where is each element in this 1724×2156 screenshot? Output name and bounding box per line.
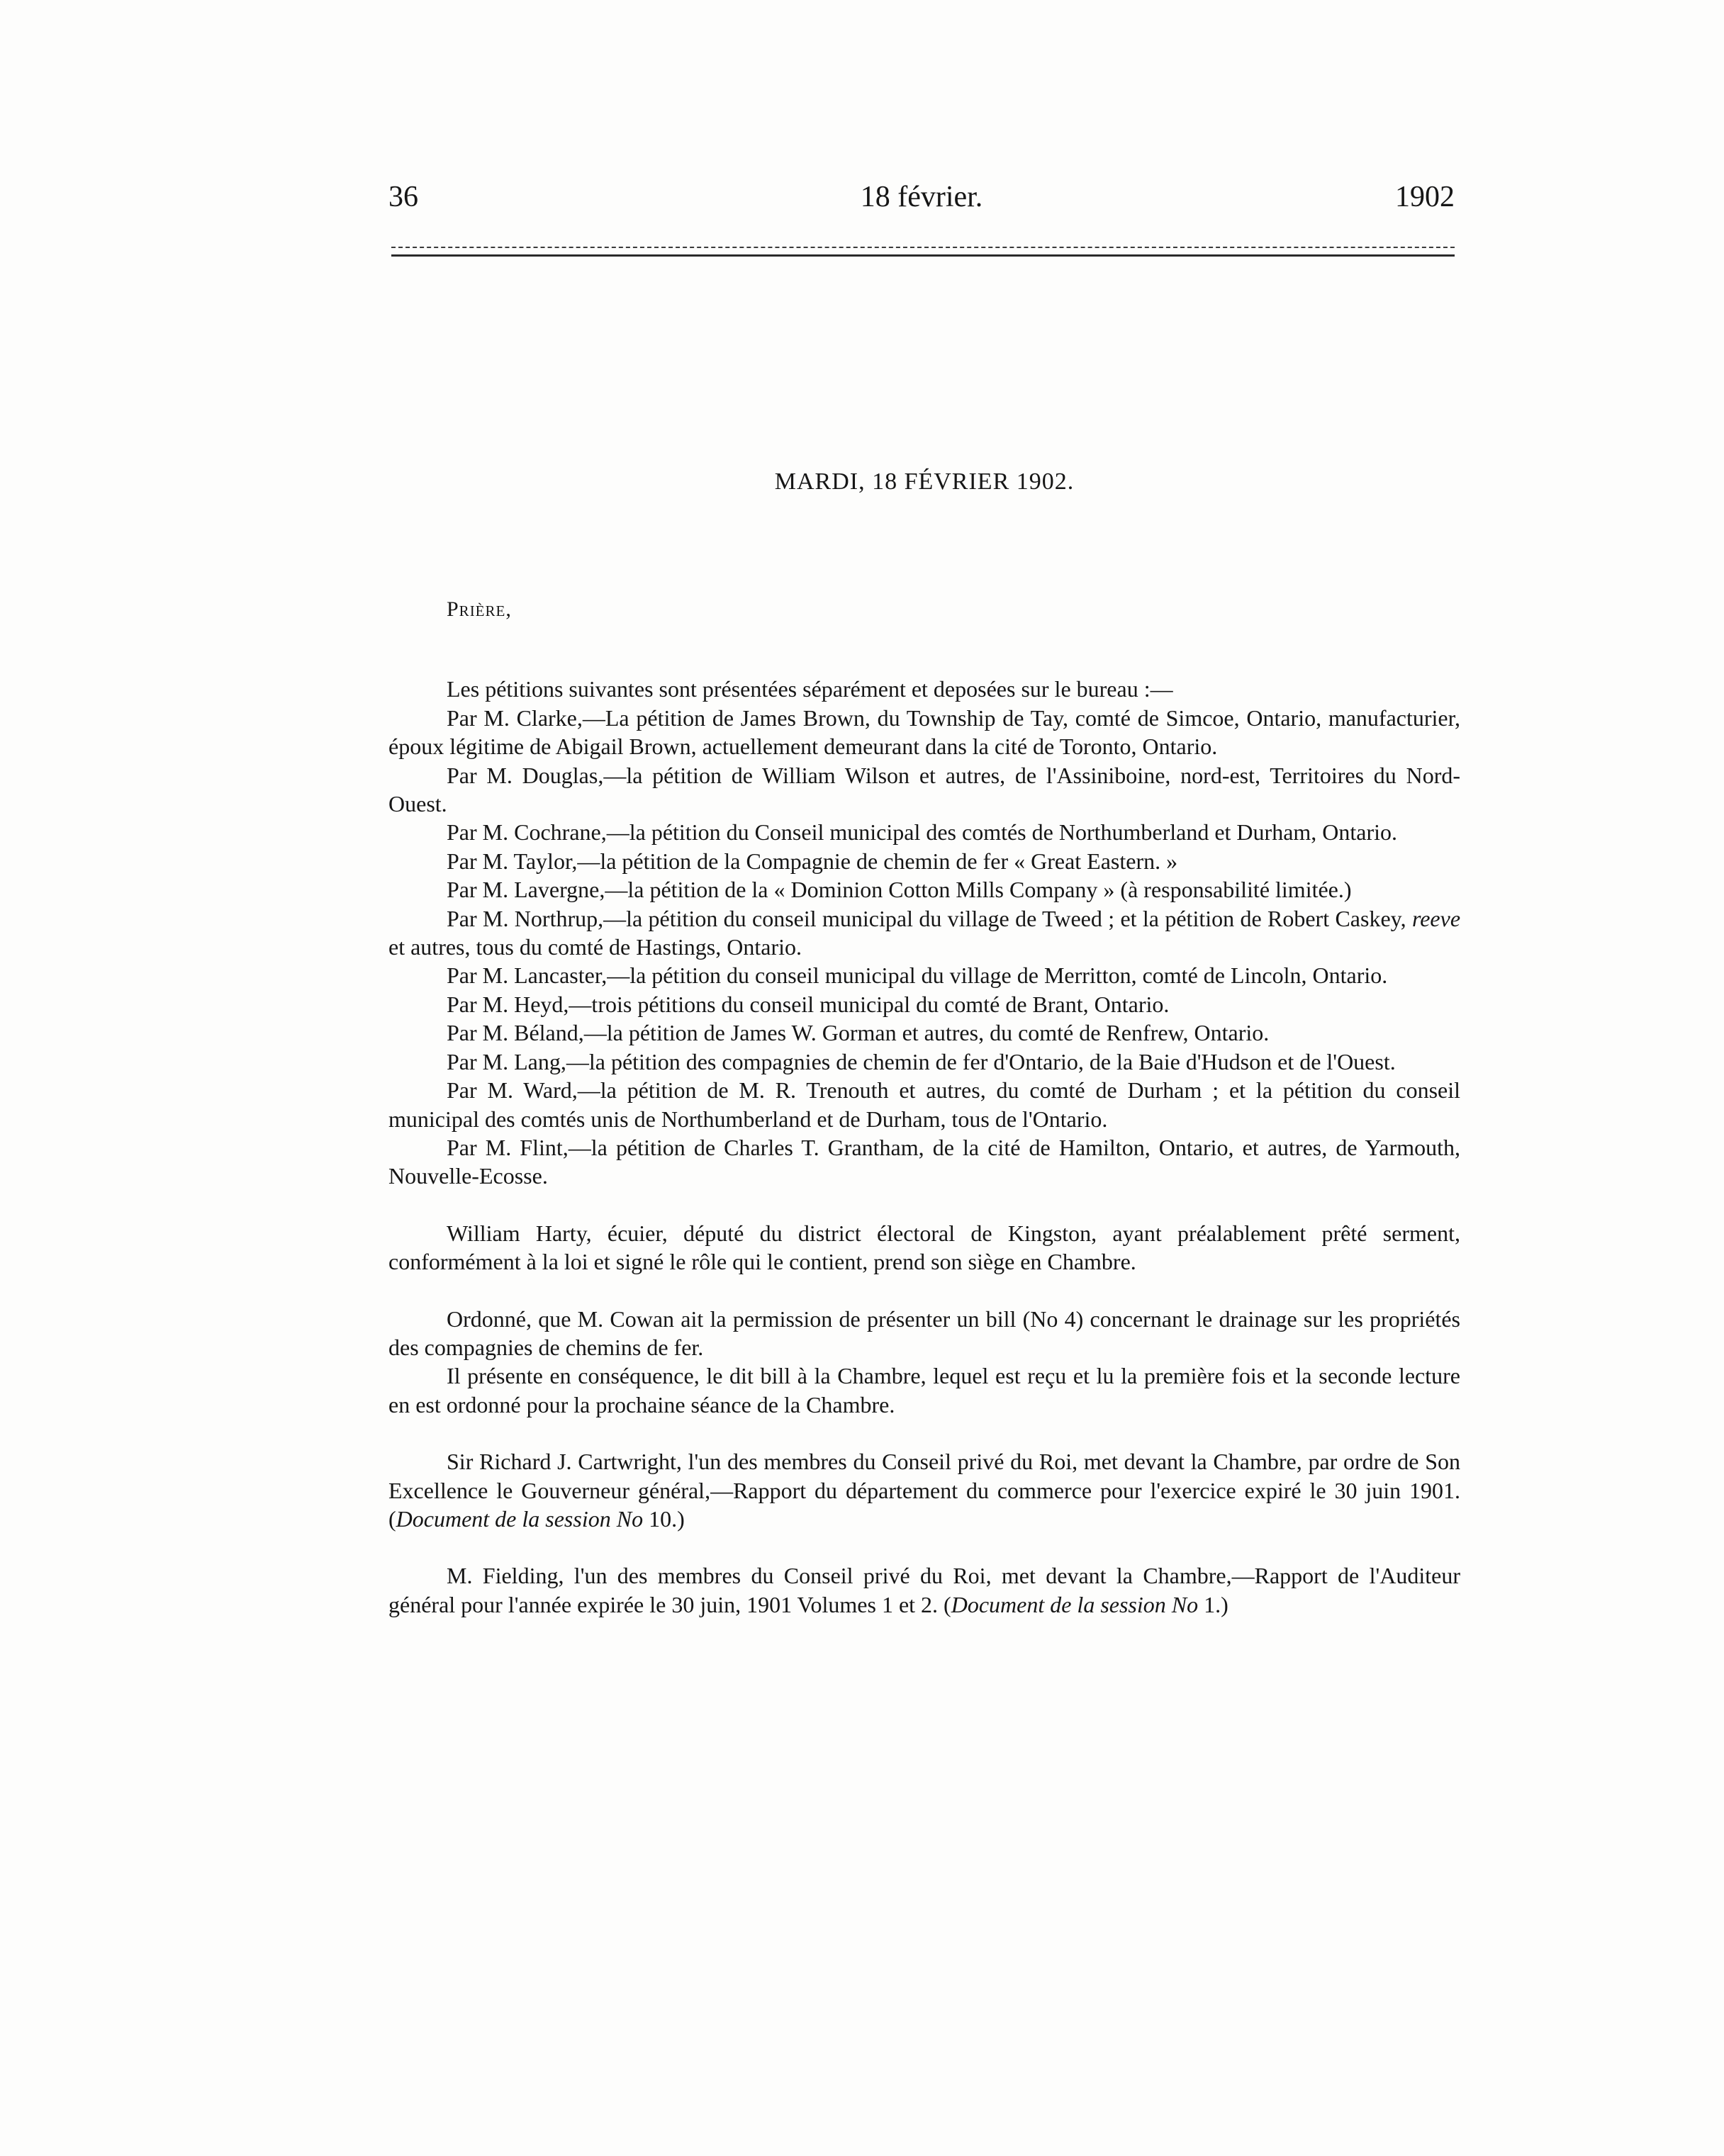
petitions-section <box>388 675 1460 1190</box>
cartwright-doc-close: 10.) <box>643 1505 685 1532</box>
fielding-doc-ref: Document de la session No <box>951 1591 1199 1617</box>
header-date: 18 février. <box>860 181 983 213</box>
petitions-intro: Les pétitions suivantes sont présentées séparément et deposées sur le bureau :— <box>447 676 1173 702</box>
petition-item: Par M. Lancaster,—la pétition du conseil municipal du village de Merritton, comté de Lincoln, Ontario. <box>447 962 1388 989</box>
cartwright-text: Sir Richard J. Cartwright, l'un des membres du Conseil privé du Roi, met devant la Chambre, par ordre de Son Excellence le Gouverneur général,—Rapport du département du commerce pour l'exercice expiré le 30 juin 1901. <box>388 1449 1460 1503</box>
petition-item: Par M. Lang,—la pétition des compagnies de chemin de fer d'Ontario, de la Baie d'Hudson et de l'Ouest. <box>447 1048 1396 1074</box>
cartwright-doc-ref: Document de la session No <box>396 1505 644 1532</box>
header-rule-solid <box>391 254 1455 257</box>
petition-item: Par M. Heyd,—trois pétitions du conseil municipal du comté de Brant, Ontario. <box>447 991 1170 1017</box>
cowan-paragraph-2: Il présente en conséquence, le dit bill à la Chambre, lequel est reçu et lu la première fois et la seconde lecture en est ordonné pour la prochaine séance de la Chambre. <box>388 1363 1460 1417</box>
fielding-paragraph <box>388 1561 1460 1619</box>
petition-item: Par M. Flint,—la pétition de Charles T. Grantham, de la cité de Hamilton, Ontario, et autres, de Yarmouth, Nouvelle-Ecosse. <box>388 1134 1460 1189</box>
priere-heading: Prière, <box>447 597 512 621</box>
petition-item-northrup <box>388 904 1460 962</box>
reeve-italic: reeve <box>1411 905 1461 931</box>
header-rule-dashed <box>391 247 1455 248</box>
petition-item: Par M. Béland,—la pétition de James W. Gorman et autres, du comté de Renfrew, Ontario. <box>447 1020 1270 1046</box>
harty-paragraph: William Harty, écuier, député du district électoral de Kingston, ayant préalablement prêté serment, conformément à la loi et signé le rôle qui le contient, prend son siège en Chambre. <box>388 1220 1460 1275</box>
sitting-title: MARDI, 18 FÉVRIER 1902. <box>774 468 1075 495</box>
harty-section <box>388 1219 1460 1276</box>
petition-item: Par M. Taylor,—la pétition de la Compagnie de chemin de fer « Great Eastern. » <box>447 848 1178 874</box>
petition-item: Par M. Clarke,—La pétition de James Brown, du Township de Tay, comté de Simcoe, Ontario, manufacturier, époux légitime de Abigail Brown, actuellement demeurant dans la cité de Toronto, Ontario. <box>388 704 1460 760</box>
petition-item: Par M. Douglas,—la pétition de William Wilson et autres, de l'Assiniboine, nord-est, Territoires du Nord-Ouest. <box>388 762 1460 817</box>
cowan-paragraph-1: Ordonné, que M. Cowan ait la permission de présenter un bill (No 4) concernant le drainage sur les propriétés des compagnies de chemins de fer. <box>388 1306 1460 1360</box>
running-head <box>388 176 1455 218</box>
cartwright-paragraph <box>388 1447 1460 1533</box>
fielding-text: M. Fielding, l'un des membres du Conseil privé du Roi, met devant la Chambre,—Rapport de l'Auditeur général pour l'année expirée le 30 juin, 1901 Volumes 1 et 2. <box>388 1563 1460 1617</box>
cartwright-section <box>388 1447 1460 1533</box>
cartwright-doc-open: ( <box>388 1505 396 1532</box>
petition-item: Par M. Lavergne,—la pétition de la « Dominion Cotton Mills Company » (à responsabilité limitée.) <box>447 877 1352 903</box>
fielding-doc-open: ( <box>944 1591 951 1617</box>
petition-item-tail: et autres, tous du comté de Hastings, Ontario. <box>388 934 802 960</box>
cowan-section <box>388 1305 1460 1420</box>
page-number: 36 <box>388 181 418 213</box>
fielding-section <box>388 1561 1460 1619</box>
petition-item: Par M. Cochrane,—la pétition du Conseil municipal des comtés de Northumberland et Durham, Ontario. <box>447 819 1398 846</box>
petition-item: Par M. Ward,—la pétition de M. R. Trenouth et autres, du comté de Durham ; et la pétition du conseil municipal des comtés unis de Northumberland et de Durham, tous de l'Ontario. <box>388 1077 1460 1132</box>
petition-item-text: Par M. Northrup,—la pétition du conseil municipal du village de Tweed ; et la pétition de Robert Caskey, <box>447 905 1406 931</box>
journal-body <box>388 468 1460 1619</box>
fielding-doc-close: 1.) <box>1198 1591 1228 1617</box>
header-year: 1902 <box>1395 181 1455 213</box>
